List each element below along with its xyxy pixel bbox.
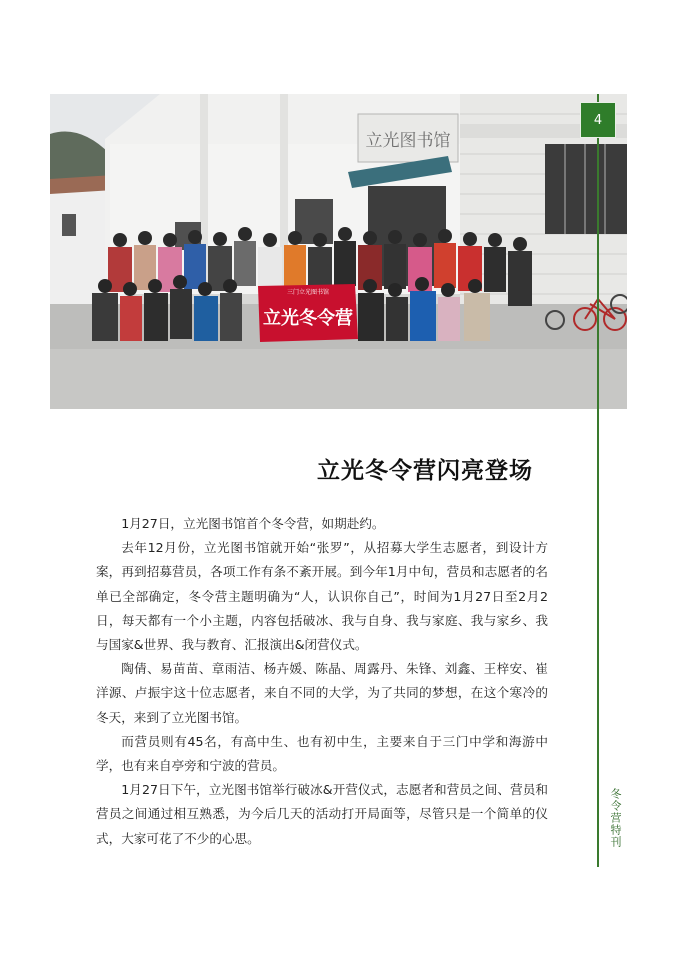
article-body — [96, 512, 548, 851]
issue-label: 冬令营特刊 — [609, 788, 622, 848]
paragraph: 而营员则有45名，有高中生、也有初中生，主要来自于三门中学和海游中学，也有来自亭旁和宁波的营员。 — [96, 733, 548, 774]
paragraph: 去年12月份，立光图书馆就开始“张罗”，从招募大学生志愿者，到设计方案，再到招募营员，各项工作有条不紊开展。到今年1月中旬，营员和志愿者的名单已全部确定，冬令营主题明确为“人，认识你自己”，时间为1月27日至2月2日，每天都有一个小主题，内容包括破冰、我与自身、我与家庭、我与家乡、我与国家&世界、我与教育、汇报演出&闭营仪式。 — [96, 540, 548, 653]
paragraph: 1月27日下午，立光图书馆举行破冰&开营仪式，志愿者和营员之间、营员和营员之间通过相互熟悉，为今后几天的活动打开局面等，尽管只是一个简单的仪式，大家可花了不少的心思。 — [96, 782, 548, 846]
group-photo-illustration — [50, 94, 627, 409]
banner-subtext: 三门立光图书馆 — [286, 289, 330, 296]
page-number: 4 — [580, 102, 616, 138]
banner-text: 立光冬令营 — [263, 308, 353, 329]
margin-rule — [597, 94, 599, 867]
article-title: 立光冬令营闪亮登场 — [317, 458, 533, 484]
group-photo — [50, 94, 627, 409]
paragraph: 1月27日，立光图书馆首个冬令营，如期赴约。 — [121, 516, 385, 531]
building-sign: 立光图书馆 — [365, 131, 451, 151]
paragraph: 陶倩、易苗苗、章雨洁、杨卉媛、陈晶、周露丹、朱锋、刘鑫、王梓安、崔洋源、卢振宇这十位志愿者，来自不同的大学，为了共同的梦想，在这个寒冷的冬天，来到了立光图书馆。 — [96, 661, 548, 725]
